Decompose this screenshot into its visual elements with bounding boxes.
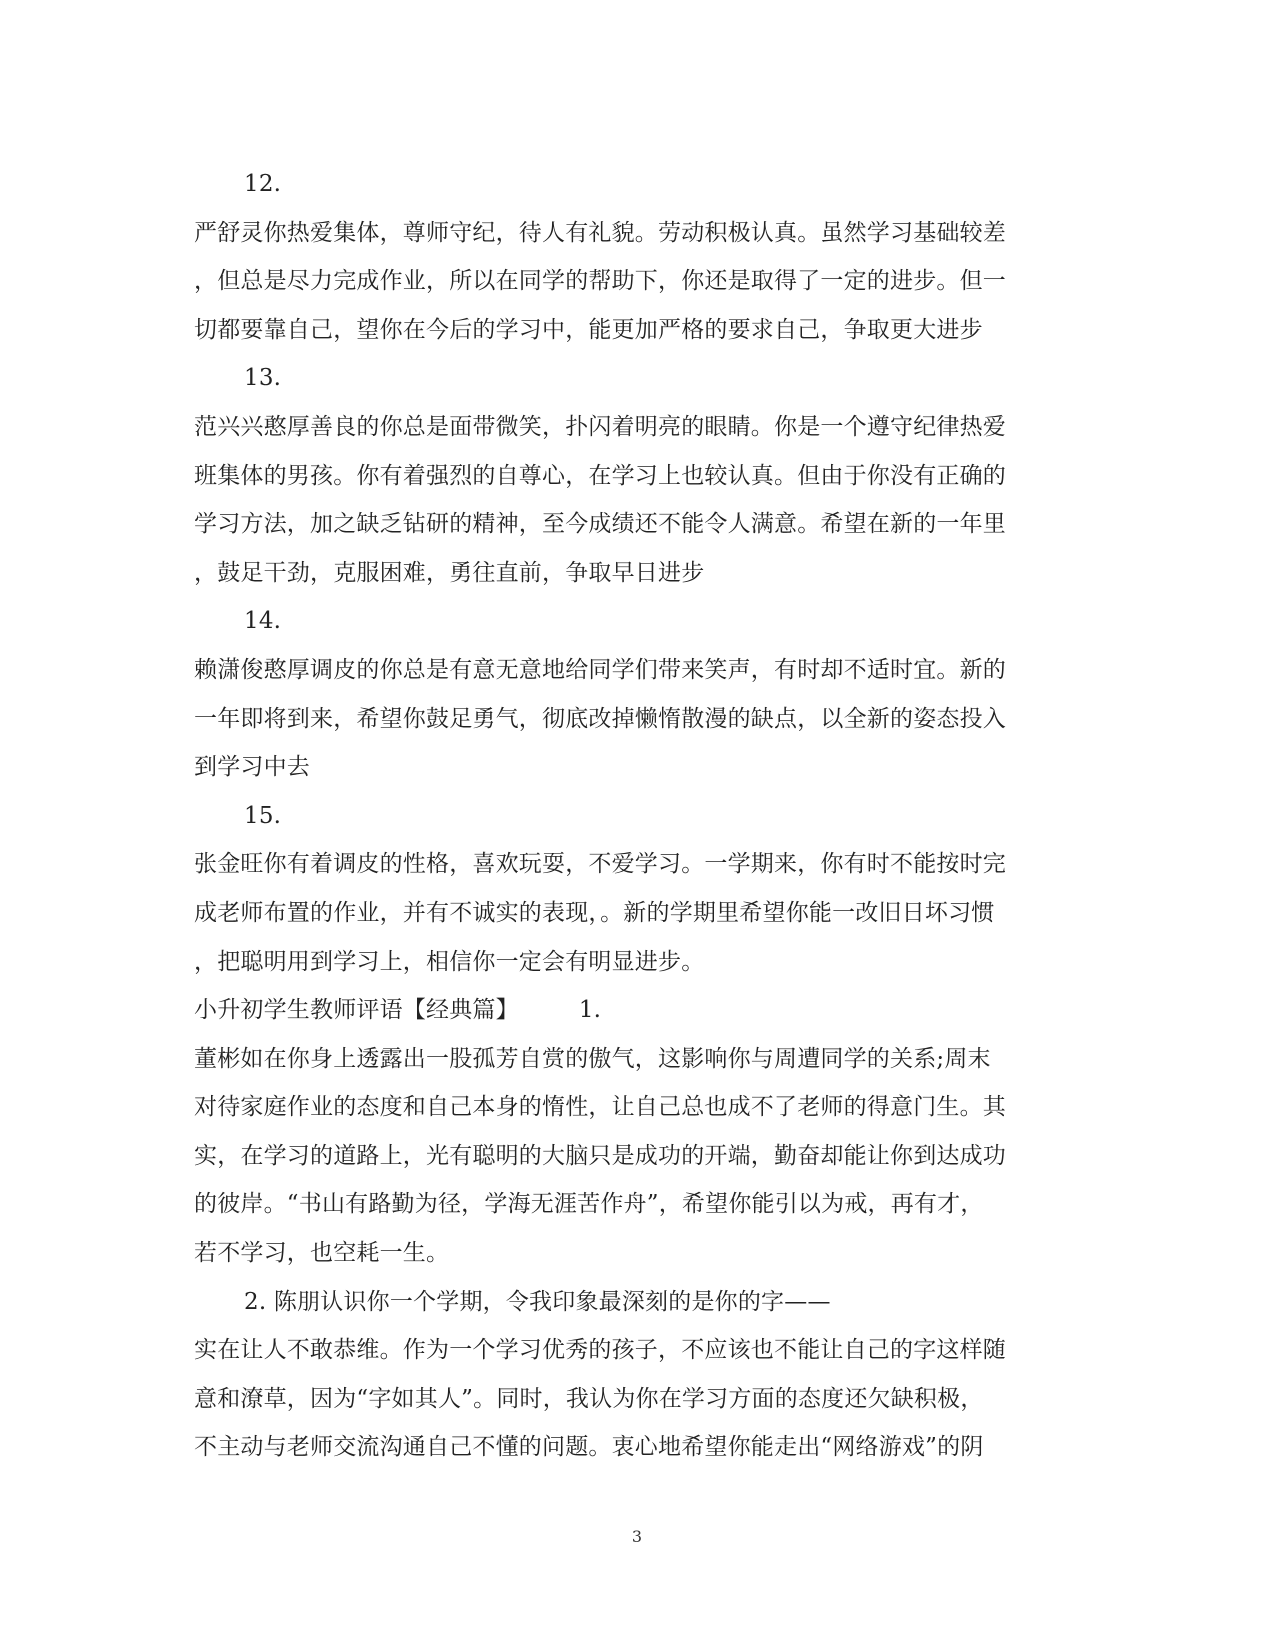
paragraph-number: 13. xyxy=(244,365,282,392)
paragraph-line: 意和潦草，因为“字如其人”。同时，我认为你在学习方面的态度还欠缺积极， xyxy=(194,1385,984,1412)
paragraph-line: 一年即将到来，希望你鼓足勇气，彻底改掉懒惰散漫的缺点，以全新的姿态投入 xyxy=(194,705,1006,732)
section-heading-number: 1. xyxy=(578,997,602,1024)
paragraph-line: ，鼓足干劲，克服困难，勇往直前，争取早日进步 xyxy=(194,559,705,586)
paragraph-number: 14. xyxy=(244,608,282,635)
paragraph-line: 成老师布置的作业，并有不诚实的表现，。新的学期里希望你能一改旧日坏习惯 xyxy=(194,899,995,926)
section-heading xyxy=(194,986,1074,1035)
page-number: 3 xyxy=(631,1527,643,1546)
paragraph-line: 到学习中去 xyxy=(194,754,310,781)
paragraph-line: 实在让人不敢恭维。作为一个学习优秀的孩子，不应该也不能让自己的字这样随 xyxy=(194,1337,1006,1364)
document-body xyxy=(194,160,1074,1472)
paragraph-line: 2. 陈朋认识你一个学期，令我印象最深刻的是你的字—— xyxy=(244,1288,831,1315)
paragraph-line: 实，在学习的道路上，光有聪明的大脑只是成功的开端，勤奋却能让你到达成功 xyxy=(194,1142,1006,1169)
paragraph-line: ，把聪明用到学习上，相信你一定会有明显进步。 xyxy=(194,948,705,975)
paragraph-line: 赖潇俊憨厚调皮的你总是有意无意地给同学们带来笑声，有时却不适时宜。新的 xyxy=(194,656,1006,683)
paragraph-line: ，但总是尽力完成作业，所以在同学的帮助下，你还是取得了一定的进步。但一 xyxy=(194,268,1006,295)
paragraph-number: 12. xyxy=(244,171,282,197)
paragraph-line: 若不学习，也空耗一生。 xyxy=(194,1240,450,1267)
paragraph-line: 董彬如在你身上透露出一股孤芳自赏的傲气，这影响你与周遭同学的关系;周末 xyxy=(194,1045,991,1072)
paragraph-line: 不主动与老师交流沟通自己不懂的问题。衷心地希望你能走出“网络游戏”的阴 xyxy=(194,1434,984,1461)
paragraph-line: 对待家庭作业的态度和自己本身的惰性，让自己总也成不了老师的得意门生。其 xyxy=(194,1094,1006,1121)
paragraph-number: 15. xyxy=(244,802,282,829)
paragraph-line: 切都要靠自己，望你在今后的学习中，能更加严格的要求自己，争取更大进步 xyxy=(194,316,983,343)
paragraph-line: 严舒灵你热爱集体，尊师守纪，待人有礼貌。劳动积极认真。虽然学习基础较差 xyxy=(194,219,1006,246)
paragraph-line: 班集体的男孩。你有着强烈的自尊心，在学习上也较认真。但由于你没有正确的 xyxy=(194,462,1006,489)
paragraph-line: 的彼岸。“书山有路勤为径，学海无涯苦作舟”，希望你能引以为戒，再有才， xyxy=(194,1191,984,1218)
paragraph-line: 张金旺你有着调皮的性格，喜欢玩耍，不爱学习。一学期来，你有时不能按时完 xyxy=(194,851,1006,878)
paragraph-line: 范兴兴憨厚善良的你总是面带微笑，扑闪着明亮的眼睛。你是一个遵守纪律热爱 xyxy=(194,413,1006,440)
section-heading-title: 小升初学生教师评语【经典篇】 xyxy=(194,997,519,1024)
paragraph-line: 学习方法，加之缺乏钻研的精神，至今成绩还不能令人满意。希望在新的一年里 xyxy=(194,511,1006,538)
